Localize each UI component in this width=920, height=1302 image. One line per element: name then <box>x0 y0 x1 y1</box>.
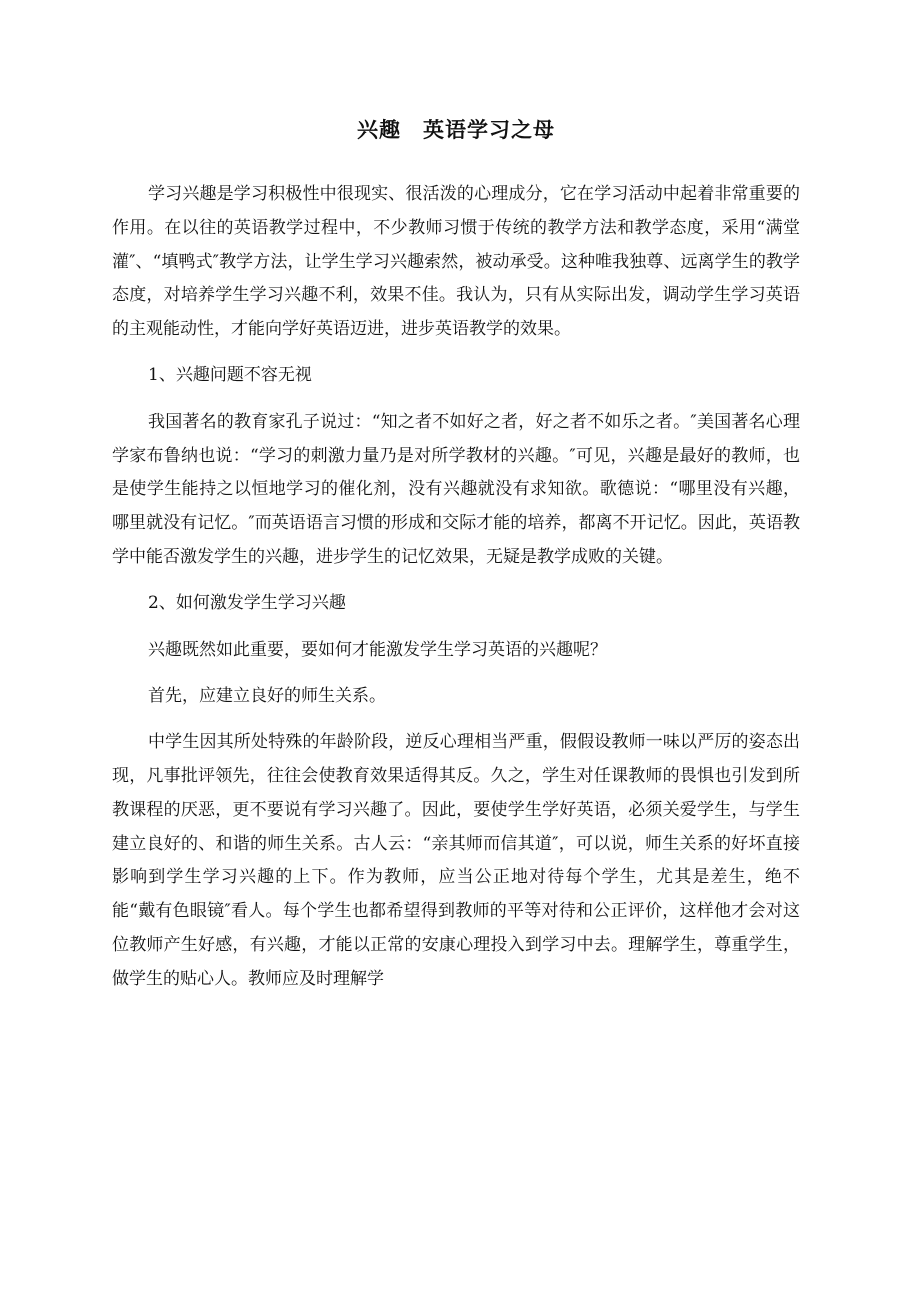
section-2-first-point: 首先，应建立良好的师生关系。 <box>148 685 386 706</box>
section-2-question: 兴趣既然如此重要，要如何才能激发学生学习英语的兴趣呢？ <box>148 639 607 660</box>
section-heading-1: 1、兴趣问题不容无视 <box>148 365 312 386</box>
section-2-paragraph: 中学生因其所处特殊的年龄阶段，逆反心理相当严重，假假设教师一味以严厉的姿态出现，凡事批评领先，往往会使教育效果适得其反。久之，学生对任课教师的畏惧也引发到所教课程的厌恶，更不要说有学习兴趣了。因此，要使学生学好英语，必须关爱学生，与学生建立良好的、和谐的师生关系。古人云：“亲其师而信其道″，可以说，师生关系的好坏直接影响到学生学习兴趣的上下。作为教师，应当公正地对待每个学生，尤其是差生，绝不能“戴有色眼镜″看人。每个学生也都希望得到教师的平等对待和公正评价，这样他才会对这位教师产生好感，有兴趣，才能以正常的安康心理投入到学习中去。理解学生，尊重学生，做学生的贴心人。教师应及时理解学 <box>112 732 800 989</box>
intro-paragraph: 学习兴趣是学习积极性中很现实、很活泼的心理成分，它在学习活动中起着非常重要的作用。在以往的英语教学过程中，不少教师习惯于传统的教学方法和教学态度，采用“满堂灌″、“填鸭式″教学方法，让学生学习兴趣索然，被动承受。这种唯我独尊、远离学生的教学态度，对培养学生学习兴趣不利，效果不佳。我认为，只有从实际出发，调动学生学习英语的主观能动性，才能向学好英语迈进，进步英语教学的效果。 <box>112 184 800 340</box>
section-heading-2: 2、如何激发学生学习兴趣 <box>148 593 346 614</box>
document-page <box>112 108 800 1009</box>
section-1-paragraph: 我国著名的教育家孔子说过：“知之者不如好之者，好之者不如乐之者。″美国著名心理学家布鲁纳也说：“学习的刺激力量乃是对所学教材的兴趣。″可见，兴趣是最好的教师，也是使学生能持之以恒地学习的催化剂，没有兴趣就没有求知欲。歌德说：“哪里没有兴趣，哪里就没有记忆。″而英语语言习惯的形成和交际才能的培养，都离不开记忆。因此，英语教学中能否激发学生的兴趣，进步学生的记忆效果，无疑是教学成败的关键。 <box>112 411 800 567</box>
document-title: 兴趣 英语学习之母 <box>357 117 555 142</box>
